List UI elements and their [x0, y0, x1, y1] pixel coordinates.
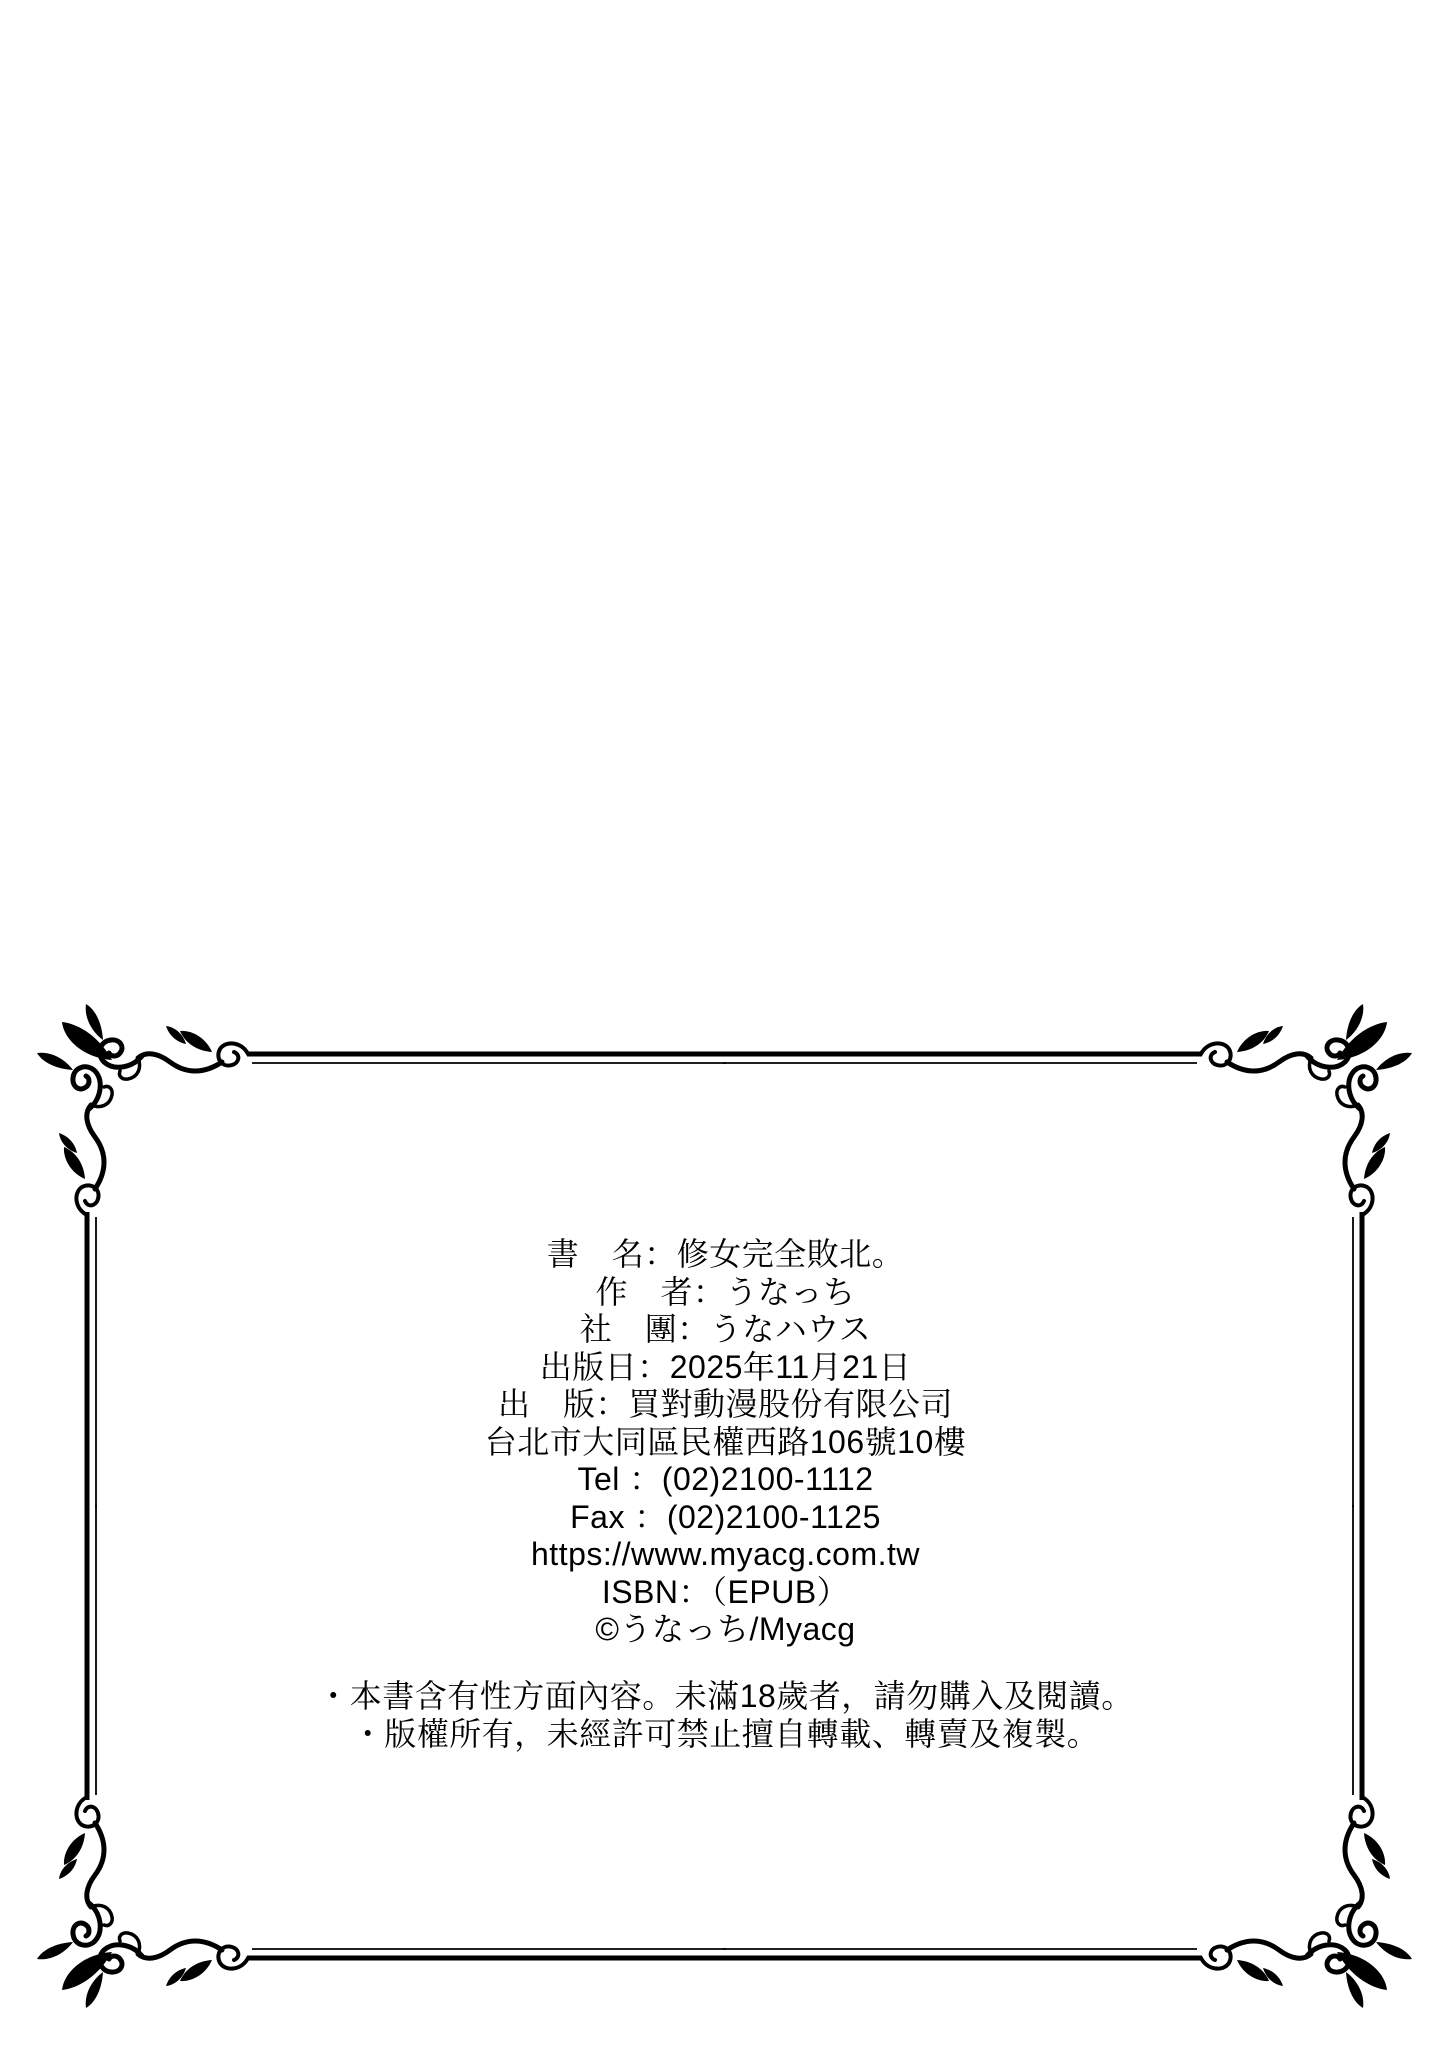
colophon-line: 書 名：修女完全敗北。	[546, 1236, 905, 1272]
colophon-line: 作 者：うなっち	[595, 1273, 856, 1310]
colophon-line: Fax ：(02)2100-1125	[570, 1498, 881, 1535]
colophon-line: 出版日：2025年11月21日	[539, 1348, 912, 1385]
colophon-line: 台北市大同區民權西路106號10樓	[484, 1423, 967, 1460]
colophon-line: ISBN：（EPUB）	[601, 1573, 850, 1610]
colophon-line: 出 版：買對動漫股份有限公司	[497, 1386, 953, 1422]
notice-block	[0, 1677, 1451, 1753]
colophon-line: https://www.myacg.com.tw	[531, 1536, 920, 1572]
colophon-line: 社 團：うなハウス	[579, 1311, 872, 1347]
colophon-line: Tel ：(02)2100-1112	[577, 1461, 874, 1497]
colophon-block	[0, 1236, 1451, 1649]
notice-line: ・本書含有性方面內容。未滿18歲者，請勿購入及閱讀。	[317, 1678, 1134, 1714]
notice-line: ・版權所有，未經許可禁止擅自轉載、轉賣及複製。	[351, 1716, 1100, 1752]
colophon-line: ©うなっち/Myacg	[595, 1611, 856, 1647]
